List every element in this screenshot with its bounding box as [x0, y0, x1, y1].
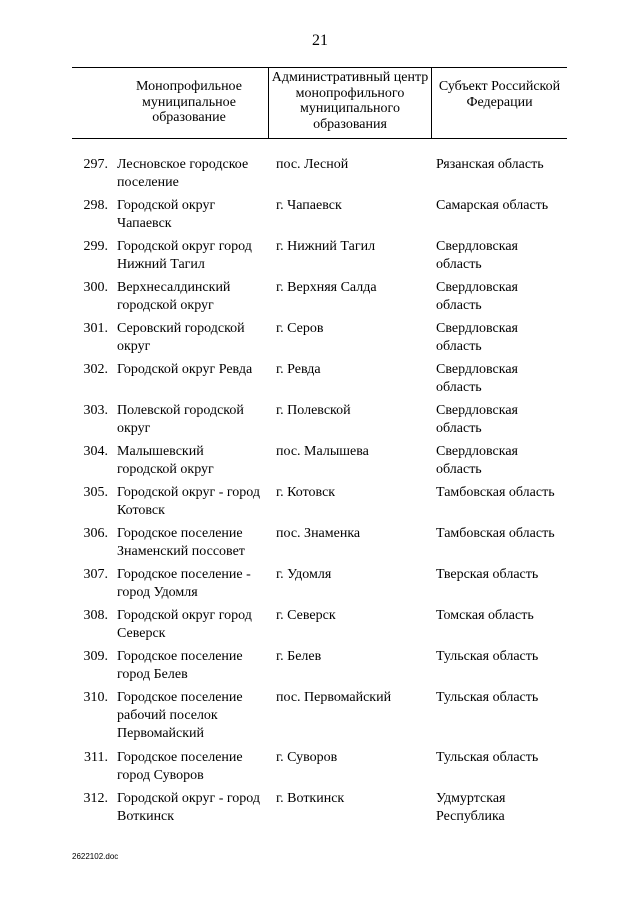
admin-center-cell: г. Белев	[276, 649, 322, 664]
municipality-cell: Верхнесалдинский городской округ	[117, 280, 231, 313]
row-number: 297.	[83, 157, 108, 172]
table-row	[0, 790, 640, 831]
table-row	[0, 320, 640, 361]
municipality-cell: Городское поселение - город Удомля	[117, 567, 251, 600]
admin-center-cell: пос. Малышева	[276, 444, 369, 459]
federal-subject-cell: Тамбовская область	[436, 485, 555, 500]
row-number: 308.	[83, 608, 108, 623]
federal-subject-cell: Тамбовская область	[436, 526, 555, 541]
municipality-cell: Городской округ - город Воткинск	[117, 791, 261, 824]
row-number: 303.	[83, 403, 108, 418]
page-number: 21	[312, 32, 328, 49]
table-body	[0, 156, 640, 831]
row-number: 311.	[84, 750, 108, 765]
row-number: 300.	[83, 280, 108, 295]
municipality-cell: Малышевский городской округ	[117, 444, 214, 477]
table-row	[0, 156, 640, 197]
table-row	[0, 525, 640, 566]
admin-center-cell: г. Верхняя Салда	[276, 280, 377, 295]
federal-subject-cell: Свердловская область	[436, 321, 518, 354]
row-number: 305.	[83, 485, 108, 500]
admin-center-cell: г. Воткинск	[276, 791, 345, 806]
table-row	[0, 566, 640, 607]
row-number: 299.	[83, 239, 108, 254]
federal-subject-cell: Свердловская область	[436, 362, 518, 395]
admin-center-cell: пос. Знаменка	[276, 526, 361, 541]
municipality-cell: Городской округ - город Котовск	[117, 485, 261, 518]
table-row	[0, 648, 640, 689]
column-header-municipality: Монопрофильное муниципальное образование	[136, 79, 242, 125]
admin-center-cell: г. Серов	[276, 321, 324, 336]
municipality-cell: Городской округ город Нижний Тагил	[117, 239, 252, 272]
table-row	[0, 238, 640, 279]
table-row	[0, 279, 640, 320]
table-row	[0, 361, 640, 402]
table-row	[0, 443, 640, 484]
municipality-cell: Городской округ город Северск	[117, 608, 252, 641]
admin-center-cell: г. Полевской	[276, 403, 351, 418]
federal-subject-cell: Тульская область	[436, 690, 539, 705]
municipality-cell: Городское поселение город Суворов	[117, 750, 243, 783]
municipality-cell: Полевской городской округ	[117, 403, 244, 436]
admin-center-cell: г. Котовск	[276, 485, 336, 500]
admin-center-cell: пос. Лесной	[276, 157, 349, 172]
admin-center-cell: г. Удомля	[276, 567, 332, 582]
federal-subject-cell: Удмуртская Республика	[436, 791, 506, 824]
table-header-top-rule	[72, 67, 567, 68]
federal-subject-cell: Свердловская область	[436, 239, 518, 272]
admin-center-cell: г. Ревда	[276, 362, 321, 377]
municipality-cell: Серовский городской округ	[117, 321, 245, 354]
row-number: 304.	[83, 444, 108, 459]
municipality-cell: Городское поселение Знаменский поссовет	[117, 526, 245, 559]
federal-subject-cell: Рязанская область	[436, 157, 544, 172]
municipality-cell: Городское поселение рабочий поселок Первомайский	[117, 690, 243, 741]
municipality-cell: Городской округ Чапаевск	[117, 198, 216, 231]
row-number: 309.	[83, 649, 108, 664]
table-row	[0, 484, 640, 525]
admin-center-cell: г. Северск	[276, 608, 336, 623]
admin-center-cell: г. Чапаевск	[276, 198, 342, 213]
federal-subject-cell: Свердловская область	[436, 403, 518, 436]
table-row	[0, 607, 640, 648]
row-number: 301.	[83, 321, 108, 336]
municipality-cell: Городской округ Ревда	[117, 362, 253, 377]
federal-subject-cell: Томская область	[436, 608, 534, 623]
table-row	[0, 402, 640, 443]
municipality-cell: Лесновское городское поселение	[117, 157, 249, 190]
row-number: 312.	[83, 791, 108, 806]
table-row	[0, 197, 640, 238]
column-header-subject: Субъект Российской Федерации	[438, 79, 561, 110]
row-number: 307.	[83, 567, 108, 582]
admin-center-cell: пос. Первомайский	[276, 690, 392, 705]
federal-subject-cell: Самарская область	[436, 198, 549, 213]
federal-subject-cell: Свердловская область	[436, 280, 518, 313]
row-number: 298.	[83, 198, 108, 213]
table-header-bottom-rule	[72, 138, 567, 139]
federal-subject-cell: Тверская область	[436, 567, 539, 582]
row-number: 302.	[83, 362, 108, 377]
federal-subject-cell: Тульская область	[436, 750, 539, 765]
column-header-center: Административный центр монопрофильного муниципального образования	[271, 70, 429, 132]
row-number: 310.	[83, 690, 108, 705]
admin-center-cell: г. Суворов	[276, 750, 338, 765]
row-number: 306.	[83, 526, 108, 541]
federal-subject-cell: Свердловская область	[436, 444, 518, 477]
municipality-cell: Городское поселение город Белев	[117, 649, 243, 682]
admin-center-cell: г. Нижний Тагил	[276, 239, 376, 254]
federal-subject-cell: Тульская область	[436, 649, 539, 664]
table-row	[0, 689, 640, 749]
table-row	[0, 749, 640, 790]
document-id: 2622102.doc	[72, 852, 119, 861]
